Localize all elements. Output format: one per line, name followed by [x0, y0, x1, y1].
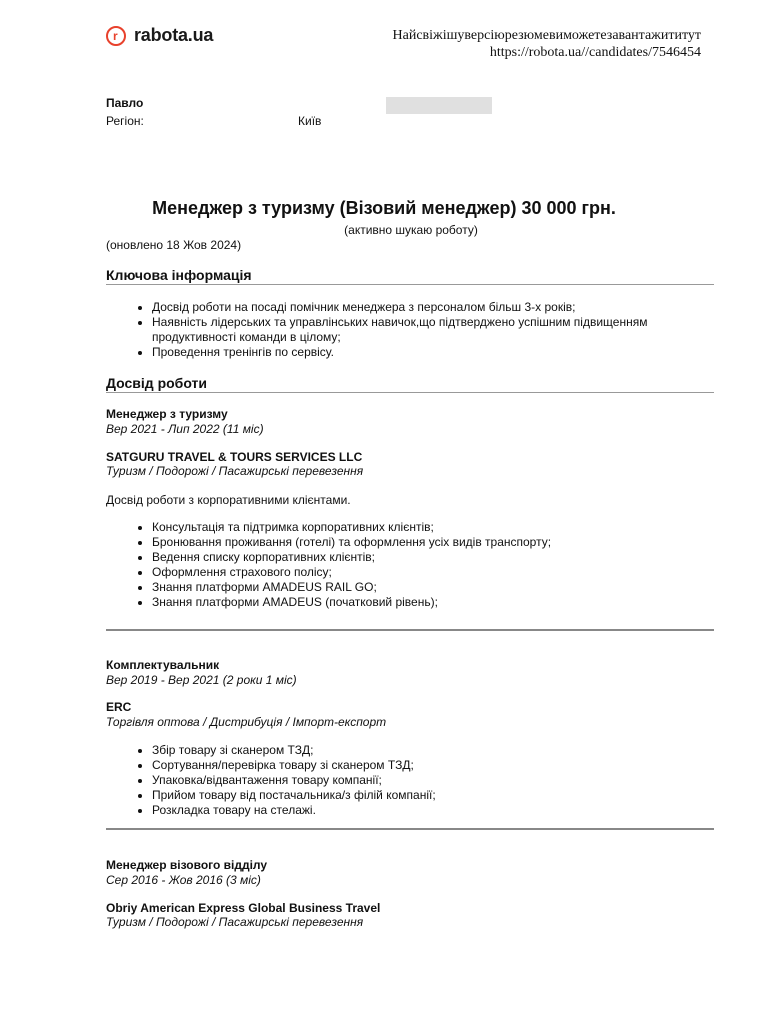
- job-separator: [106, 629, 714, 631]
- logo-text: rabota.ua: [134, 25, 214, 45]
- job-title: Менеджер з туризму: [106, 407, 228, 421]
- list-item: • Досвід роботи на посаді помічник менеджера з персоналом більш 3-х років;: [152, 300, 732, 315]
- job-description: Досвід роботи з корпоративними клієнтами.: [106, 493, 351, 507]
- list-item: • Оформлення страхового полісу;: [152, 565, 732, 580]
- rabota-logo[interactable]: [106, 25, 213, 46]
- company-name: ERC: [106, 700, 132, 714]
- candidate-name: Павло: [106, 96, 144, 110]
- region-value: Київ: [298, 114, 322, 128]
- job-dates: Сер 2016 - Жов 2016 (3 міс): [106, 873, 261, 887]
- list-item: • Упаковка/відвантаження товару компанії;: [152, 773, 732, 788]
- company-industry: Туризм / Подорожі / Пасажирські перевезення: [106, 915, 364, 929]
- list-item: • Збір товару зі сканером ТЗД;: [152, 743, 732, 758]
- company-name: SATGURU TRAVEL & TOURS SERVICES LLC: [106, 450, 363, 464]
- job-separator: [106, 828, 714, 830]
- job-search-status: (активно шукаю роботу): [344, 223, 478, 237]
- job-duties-list: [106, 520, 732, 610]
- redacted-block: [386, 97, 492, 114]
- list-item: • Наявність лідерських та управлінських навичок,що підтверджено успішним підвищенням продуктивності команди в цілому;: [152, 315, 732, 345]
- job-title: Комплектувальник: [106, 658, 220, 672]
- key-info-heading: Ключова інформація: [106, 267, 714, 285]
- job-title: Менеджер візового відділу: [106, 858, 268, 872]
- job-duties-list: [106, 743, 732, 818]
- region-label: Регіон:: [106, 114, 144, 128]
- header-info: [393, 27, 701, 61]
- updated-date: (оновлено 18 Жов 2024): [106, 238, 242, 252]
- list-item: • Знання платформи AMADEUS (початковий рівень);: [152, 595, 732, 610]
- candidate-url[interactable]: https://robota.ua//candidates/7546454: [489, 45, 701, 60]
- list-item: • Проведення тренінгів по сервісу.: [152, 345, 732, 360]
- company-name: Obriy American Express Global Business Travel: [106, 901, 381, 915]
- list-item: • Ведення списку корпоративних клієнтів;: [152, 550, 732, 565]
- list-item: • Сортування/перевірка товару зі сканером ТЗД;: [152, 758, 732, 773]
- company-industry: Туризм / Подорожі / Пасажирські перевезення: [106, 464, 364, 478]
- list-item: • Прийом товару від постачальника/з філій компанії;: [152, 788, 732, 803]
- list-item: • Бронювання проживання (готелі) та оформлення усіх видів транспорту;: [152, 535, 732, 550]
- key-info-list: [106, 300, 732, 360]
- job-dates: Вер 2019 - Вер 2021 (2 роки 1 міс): [106, 673, 297, 687]
- experience-heading: Досвід роботи: [106, 375, 714, 393]
- list-item: • Розкладка товару на стелажі.: [152, 803, 732, 818]
- rabota-logo-icon: r: [106, 26, 126, 46]
- download-tagline: Найсвіжішуверсіюрезюмевиможетезавантажититут: [392, 28, 701, 43]
- list-item: • Знання платформи AMADEUS RAIL GO;: [152, 580, 732, 595]
- job-dates: Вер 2021 - Лип 2022 (11 міс): [106, 422, 264, 436]
- list-item: • Консультація та підтримка корпоративних клієнтів;: [152, 520, 732, 535]
- company-industry: Торгівля оптова / Дистрибуція / Імпорт-експорт: [106, 715, 387, 729]
- resume-title: Менеджер з туризму (Візовий менеджер) 30 000 грн.: [152, 198, 616, 218]
